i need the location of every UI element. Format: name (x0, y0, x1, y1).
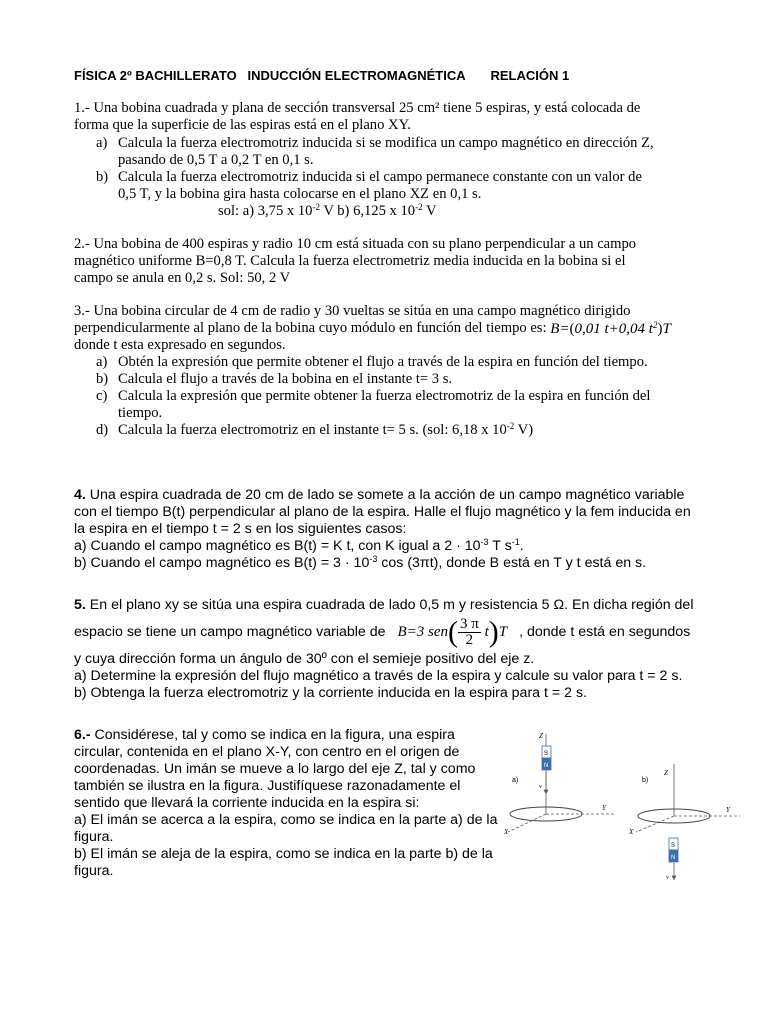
formula-part: 0,01 t+0,04 t (574, 320, 653, 337)
problem-3-line-2: perpendicularmente al plano de la bobina cuyo módulo en función del tiempo es: (74, 319, 547, 336)
problem-2-line-1: 2.- Una bobina de 400 espiras y radio 10 cm está situada con su plano perpendicular a un campo (74, 236, 637, 252)
problem-4-item-b (74, 555, 646, 571)
item-label: c) (96, 388, 108, 404)
fraction-denominator: 2 (465, 632, 474, 649)
item-text-cont: 0,5 T, y la bobina gira hasta colocarse en el plano XZ en 0,1 s. (118, 185, 482, 202)
problem-5-number: 5. (74, 597, 86, 613)
fraction-numerator: 3 π (460, 616, 479, 633)
problem-6-line-4: también se ilustra en la figura. Justifíquese razonadamente el (74, 778, 461, 794)
problem-1-line-2: forma que la superficie de las espiras está en el plano XY. (74, 116, 411, 133)
item-text: Calcula la fuerza electromotriz inducida si se modifica un campo magnético en dirección Z, (118, 135, 654, 151)
item-exp: -3 (369, 554, 378, 564)
axis-z-label-b: Z (664, 769, 668, 777)
sol-text: V (422, 203, 437, 219)
sol-exp: -2 (415, 202, 423, 212)
problem-5-line-2 (74, 612, 754, 652)
sol-exp: -2 (312, 202, 320, 212)
axis-y-label-b: Y (726, 806, 730, 814)
item-text: T s (488, 538, 512, 554)
figure-part-b (628, 764, 740, 881)
item-label: a) (96, 135, 108, 151)
item-exp: -1 (511, 537, 520, 547)
problem-4-line-3: la espira en el tiempo t = 2 s en los siguientes casos: (74, 521, 407, 537)
item-text: cos (3πt), donde B está en T y t está en s. (377, 555, 647, 571)
problem-3-item-d (96, 422, 696, 439)
pole-s-label-a: S (544, 751, 549, 757)
problem-6-line-8: b) El imán se aleja de la espira, como se indica en la parte b) de la (74, 846, 493, 862)
item-text-cont: pasando de 0,5 T a 0,2 T en 0,1 s. (118, 151, 314, 168)
problem-5-item-b: b) Obtenga la fuerza electromotriz y la corriente inducida en la espira para t = 2 s. (74, 685, 587, 701)
problem-1-intro (74, 100, 694, 134)
problem-4 (74, 487, 754, 572)
item-text: a) Cuando el campo magnético es B(t) = K t, con K igual a 2 · 10 (74, 538, 481, 554)
problem-1-item-b (96, 169, 696, 203)
x-axis-b (636, 816, 674, 832)
problem-2-line-3: campo se anula en 0,2 s. Sol: 50, 2 V (74, 269, 291, 286)
item-exp: -3 (480, 537, 489, 547)
formula-part: T (662, 320, 671, 337)
problem-5-formula: B=3 sen( $\frac{3 \pi}{2}$ t)T (397, 615, 508, 649)
problem-5-item-a: a) Determine la expresión del flujo magnético a través de la espira y calcule su valor para t = 2 s. (74, 668, 683, 684)
axis-y-label-a: Y (602, 804, 606, 812)
item-label: b) (96, 371, 109, 387)
problem-3-item-c (96, 388, 696, 422)
problem-6-line-2: circular, contenida en el plano X-Y, con centro en el origen de (74, 744, 460, 760)
axis-x-label-a: X (504, 828, 509, 836)
problem-1-line-1: 1.- Una bobina cuadrada y plana de sección transversal 25 cm² tiene 5 espiras, y está colocada de (74, 100, 641, 116)
magnet-loop-figure (498, 726, 768, 886)
problem-3-item-b (96, 371, 696, 388)
pole-n-label-b: N (671, 855, 676, 861)
formula-part: B=3 sen (397, 624, 449, 640)
item-text: Obtén la expresión que permite obtener el flujo a través de la espira en función del tiempo. (118, 354, 648, 370)
problem-6-line-6: a) El imán se acerca a la espira, como se indica en la parte a) de la (74, 812, 498, 828)
item-text: Calcula la fuerza electromotriz inducida si el campo permanece constante con un valor de (118, 169, 642, 185)
item-text: Calcula el flujo a través de la bobina en el instante t= 3 s. (118, 371, 453, 387)
header-topic: INDUCCIÓN ELECTROMAGNÉTICA (247, 68, 466, 83)
sol-text: sol: a) 3,75 x 10 (218, 203, 313, 219)
sol-text: V b) 6,125 x 10 (319, 203, 416, 219)
item-text: V) (514, 422, 534, 438)
header-subject: FÍSICA 2º BACHILLERATO (74, 68, 237, 83)
pole-s-label-b: S (671, 843, 676, 849)
problem-2-line-2: magnético uniforme B=0,8 T. Calcula la fuerza electrometriz media inducida en la bobina si el (74, 252, 626, 269)
problem-4-number: 4. (74, 487, 86, 503)
item-label: d) (96, 422, 109, 438)
velocity-label-a: v (539, 784, 542, 790)
velocity-label-b: v (666, 875, 669, 881)
formula-part: B= (550, 320, 570, 337)
document-header (74, 68, 569, 83)
problem-6-line-9: figura. (74, 863, 114, 879)
header-relation: RELACIÓN 1 (490, 68, 570, 83)
item-label: a) (96, 354, 108, 370)
problem-3-intro (74, 303, 754, 353)
problem-3-formula: B=(0,01 t+0,04 $t^2)T$ (550, 319, 671, 337)
item-text: . (519, 538, 524, 554)
item-label: b) (96, 169, 109, 185)
item-text: Calcula la fuerza electromotriz en el instante t= 5 s. (sol: 6,18 x 10 (118, 422, 507, 438)
formula-fraction (458, 617, 481, 648)
problem-2 (74, 236, 694, 286)
pole-n-label-a: N (544, 763, 549, 769)
item-text: Calcula la expresión que permite obtener la fuerza electromotriz de la espira en función del (118, 388, 651, 404)
problem-5-text: , donde t está en segundos (519, 624, 691, 640)
problem-5-text: espacio se tiene un campo magnético variable de (74, 624, 386, 640)
formula-part: T (498, 624, 508, 640)
problem-3-item-a (96, 354, 696, 371)
problem-1-solution (218, 203, 437, 220)
problem-4-line-1: Una espira cuadrada de 20 cm de lado se somete a la acción de un campo magnético variable (85, 487, 685, 503)
figure-part-a (503, 732, 616, 836)
formula-exp: 2 (652, 319, 658, 330)
problem-5-rest (74, 651, 754, 702)
problem-6 (74, 727, 499, 880)
problem-6-line-3: coordenadas. Un imán se mueve a lo largo del eje Z, tal y como (74, 761, 476, 777)
axis-x-label-b: X (629, 828, 634, 836)
problem-3-line-1: 3.- Una bobina circular de 4 cm de radio y 30 vueltas se sitúa en una campo magnético dirigido (74, 303, 631, 319)
item-text: b) Cuando el campo magnético es B(t) = 3 · 10 (74, 555, 370, 571)
figure-label-a: a) (512, 777, 519, 784)
problem-4-item-a (74, 538, 524, 554)
problem-5-text: En el plano xy se sitúa una espira cuadrada de lado 0,5 m y resistencia 5 Ω. En dicha región del (85, 597, 694, 613)
figure-label-b: b) (642, 777, 649, 784)
problem-6-line-7: figura. (74, 829, 114, 845)
problem-3-line-3: donde t esta expresado en segundos. (74, 336, 286, 353)
formula-part: t (484, 624, 489, 640)
problem-6-line-5: sentido que llevará la corriente inducida en la espira si: (74, 795, 420, 811)
item-text-cont: tiempo. (118, 404, 163, 421)
problem-6-number: 6.- (74, 727, 91, 743)
item-exp: -2 (506, 421, 515, 431)
problem-6-line-1: Considérese, tal y como se indica en la figura, una espira (90, 727, 455, 743)
problem-4-line-2: con el tiempo B(t) perpendicular al plano de la espira. Halle el flujo magnético y la fem inducida en (74, 504, 691, 520)
axis-z-label-a: Z (539, 732, 543, 740)
problem-1-item-a (96, 135, 696, 169)
problem-5-line-3: y cuya dirección forma un ángulo de 30º con el semieje positivo del eje z. (74, 651, 535, 667)
